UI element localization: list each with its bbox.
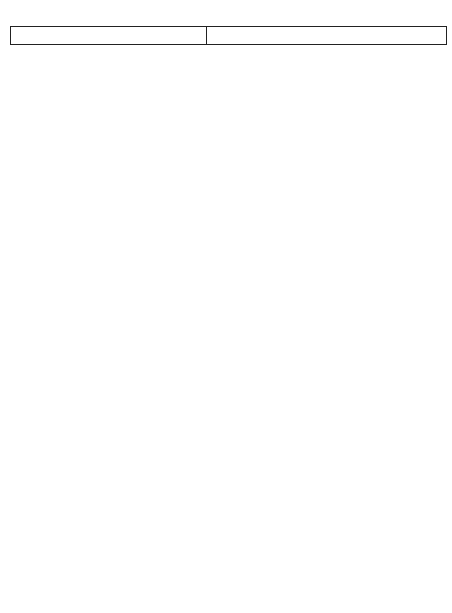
header-row	[11, 27, 447, 45]
schedule-header	[207, 27, 447, 45]
regulation-schedule-table	[10, 26, 447, 45]
substance-header	[11, 27, 207, 45]
